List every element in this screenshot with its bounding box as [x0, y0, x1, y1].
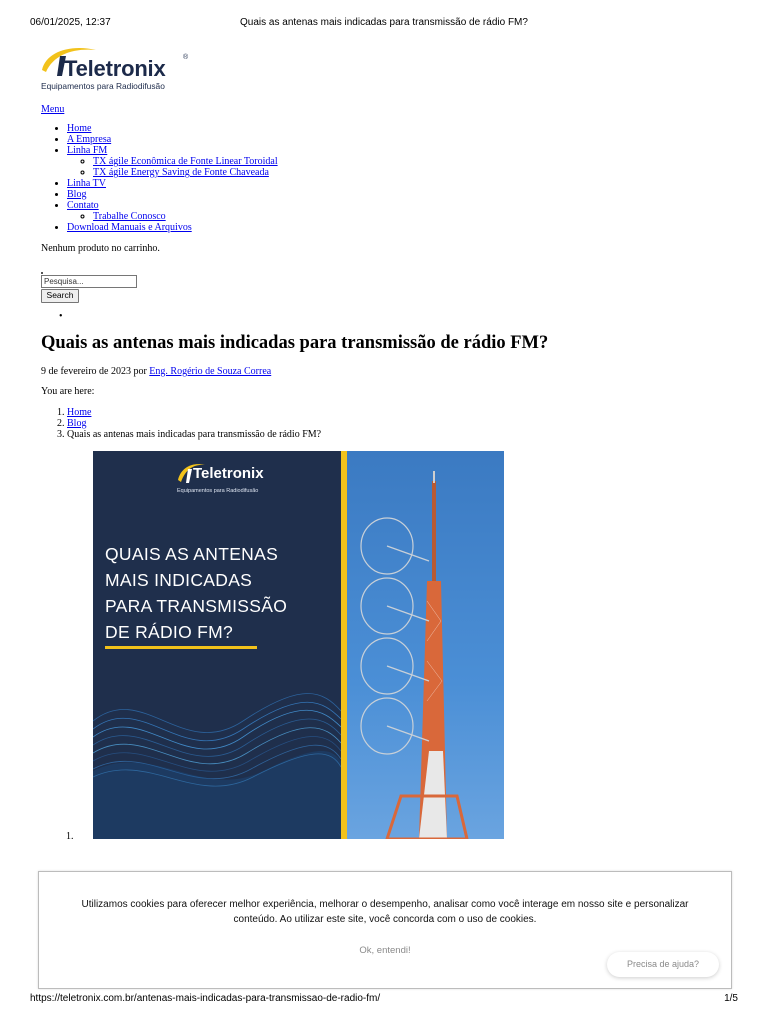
- nav-link-tx-agile-toroidal[interactable]: TX ágile Econômica de Fonte Linear Toroidal: [93, 156, 278, 167]
- nav-item-blog: [67, 189, 278, 200]
- print-url: https://teletronix.com.br/antenas-mais-indicadas-para-transmissao-de-radio-fm/: [30, 993, 381, 1004]
- site-logo[interactable]: [40, 42, 195, 94]
- article-date: 9 de fevereiro de 2023 por: [41, 366, 150, 377]
- wave-graphic: [93, 651, 341, 839]
- article-title: Quais as antenas mais indicadas para transmissão de rádio FM?: [41, 333, 549, 353]
- nav-link-blog[interactable]: Blog: [67, 189, 87, 200]
- nav-item-a-empresa: [67, 134, 278, 145]
- breadcrumb-blog[interactable]: Blog: [67, 418, 87, 429]
- antenna-tower-icon: [347, 451, 504, 839]
- featured-headline-line: QUAIS AS ANTENAS: [105, 544, 279, 564]
- cart-empty-message: Nenhum produto no carrinho.: [41, 243, 160, 254]
- nav-link-contato[interactable]: Contato: [67, 200, 99, 211]
- logo-tagline: Equipamentos para Radiodifusão: [41, 81, 165, 91]
- search-input[interactable]: Pesquisa...: [41, 275, 137, 288]
- print-page-number: 1/5: [724, 993, 738, 1004]
- submenu-item: [93, 156, 278, 167]
- featured-logo-tagline: Equipamentos para Radiodifusão: [177, 488, 259, 494]
- print-page-title: Quais as antenas mais indicadas para transmissão de rádio FM?: [240, 17, 528, 28]
- submenu-linha-fm: [67, 156, 278, 178]
- logo-brand: Teletronix: [64, 56, 166, 81]
- submenu-item: [93, 211, 278, 222]
- search-button[interactable]: Search: [41, 289, 79, 303]
- nav-link-linha-tv[interactable]: Linha TV: [67, 178, 106, 189]
- search-icon: [41, 272, 43, 274]
- featured-image: [93, 451, 504, 839]
- submenu-contato: [67, 211, 278, 222]
- featured-headline: [105, 541, 341, 645]
- breadcrumb-item: [67, 429, 321, 440]
- nav-link-home[interactable]: Home: [67, 123, 92, 134]
- featured-headline-line: MAIS INDICADAS: [105, 570, 253, 590]
- main-nav: [41, 123, 278, 233]
- nav-item-linha-tv: [67, 178, 278, 189]
- breadcrumb-current: Quais as antenas mais indicadas para transmissão de rádio FM?: [67, 429, 322, 440]
- breadcrumb-home[interactable]: Home: [67, 407, 92, 418]
- cookie-message: Utilizamos cookies para oferecer melhor experiência, melhorar o desempenho, analisar como você interage em nosso site e personalizar conteúdo. Ao utilizar este site, você concorda com o uso de cookies.: [81, 899, 689, 925]
- nav-item-contato: [67, 200, 278, 222]
- nav-link-downloads[interactable]: Download Manuais e Arquivos: [67, 222, 192, 233]
- empty-list-bullet: •: [59, 311, 63, 322]
- help-chat-button[interactable]: Precisa de ajuda?: [607, 952, 719, 977]
- print-footer: [30, 993, 738, 1007]
- featured-headline-line: DE RÁDIO FM?: [105, 622, 234, 642]
- logo-registered: ®: [183, 54, 189, 61]
- breadcrumb-item: [67, 407, 321, 418]
- breadcrumb-item: [67, 418, 321, 429]
- cookie-accept-button[interactable]: Ok, entendi!: [359, 945, 411, 956]
- nav-item-home: [67, 123, 278, 134]
- featured-headline-underline: [105, 646, 257, 649]
- submenu-item: [93, 167, 278, 178]
- article-author-link[interactable]: Eng. Rogério de Souza Correa: [149, 366, 272, 377]
- menu-toggle[interactable]: Menu: [41, 104, 65, 115]
- nav-link-a-empresa[interactable]: A Empresa: [67, 134, 112, 145]
- featured-logo-brand: Teletronix: [193, 465, 264, 482]
- featured-headline-line: PARA TRANSMISSÃO: [105, 596, 288, 616]
- nav-link-trabalhe-conosco[interactable]: Trabalhe Conosco: [93, 211, 166, 222]
- article-meta: [41, 366, 271, 377]
- print-header: [30, 17, 738, 31]
- nav-link-tx-agile-chaveada[interactable]: TX ágile Energy Saving de Fonte Chaveada: [93, 167, 269, 178]
- nav-item-downloads: [67, 222, 278, 233]
- breadcrumb: [41, 407, 321, 440]
- nav-item-linha-fm: [67, 145, 278, 178]
- nav-link-linha-fm[interactable]: Linha FM: [67, 145, 108, 156]
- print-datetime: 06/01/2025, 12:37: [30, 17, 111, 28]
- breadcrumb-label: You are here:: [41, 386, 95, 397]
- list-item-number: 1.: [66, 831, 74, 842]
